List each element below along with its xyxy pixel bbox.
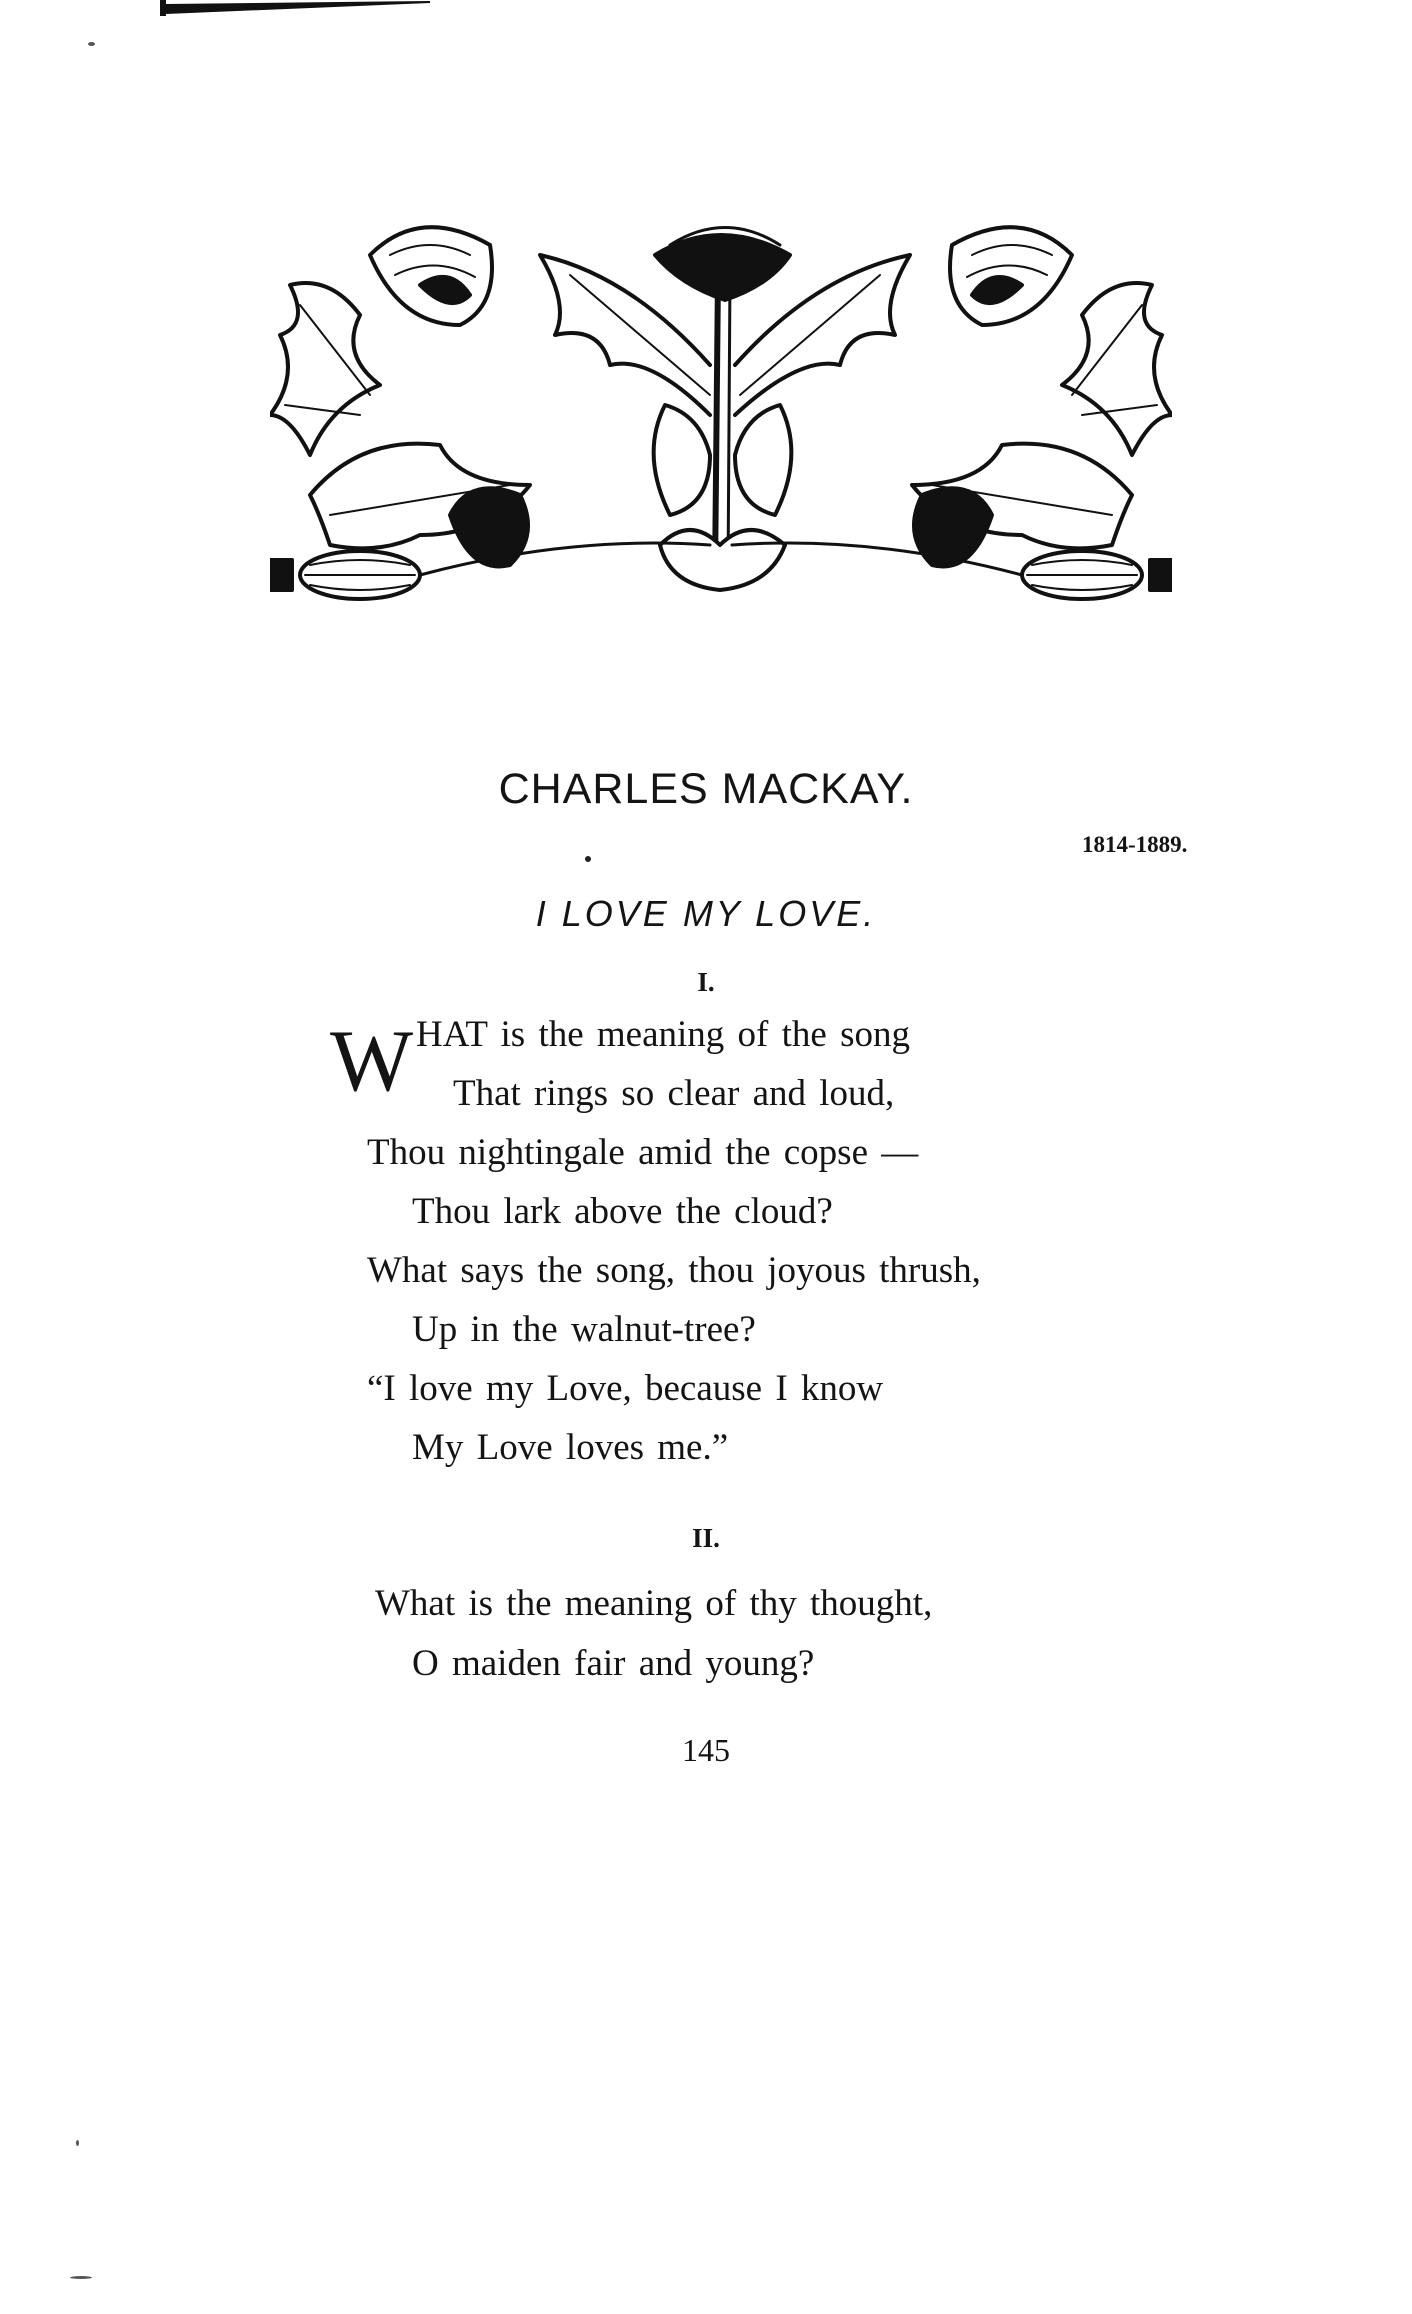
drop-cap: W <box>330 1013 414 1110</box>
top-rule-fragment <box>160 0 430 16</box>
stanza-numeral-1: I. <box>697 967 715 997</box>
author-heading: CHARLES MACKAY. <box>498 765 914 813</box>
poem-line: Thou lark above the cloud? <box>412 1191 833 1232</box>
poem-line: O maiden fair and young? <box>412 1643 815 1684</box>
poem-line: Thou nightingale amid the copse — <box>367 1132 919 1173</box>
stanza-numeral-2: II. <box>692 1523 720 1553</box>
margin-speck <box>88 42 95 46</box>
poem-line: That rings so clear and loud, <box>453 1073 895 1114</box>
stray-ink-dot <box>585 856 591 862</box>
poem-line: “I love my Love, because I know <box>367 1368 884 1409</box>
poem-line: My Love loves me.” <box>412 1427 729 1468</box>
page-number: 145 <box>682 1732 730 1768</box>
poem-line: What says the song, thou joyous thrush, <box>367 1250 981 1291</box>
poem-line: Up in the walnut-tree? <box>412 1309 756 1350</box>
floral-poppy-ornament-icon <box>270 215 1172 615</box>
poem-title: I LOVE MY LOVE. <box>535 893 877 934</box>
poem-line: HAT is the meaning of the song <box>416 1014 910 1055</box>
author-dates: 1814-1889. <box>1082 832 1188 857</box>
margin-speck <box>76 2140 79 2146</box>
margin-speck <box>70 2276 92 2279</box>
poem-line: What is the meaning of thy thought, <box>375 1583 933 1624</box>
